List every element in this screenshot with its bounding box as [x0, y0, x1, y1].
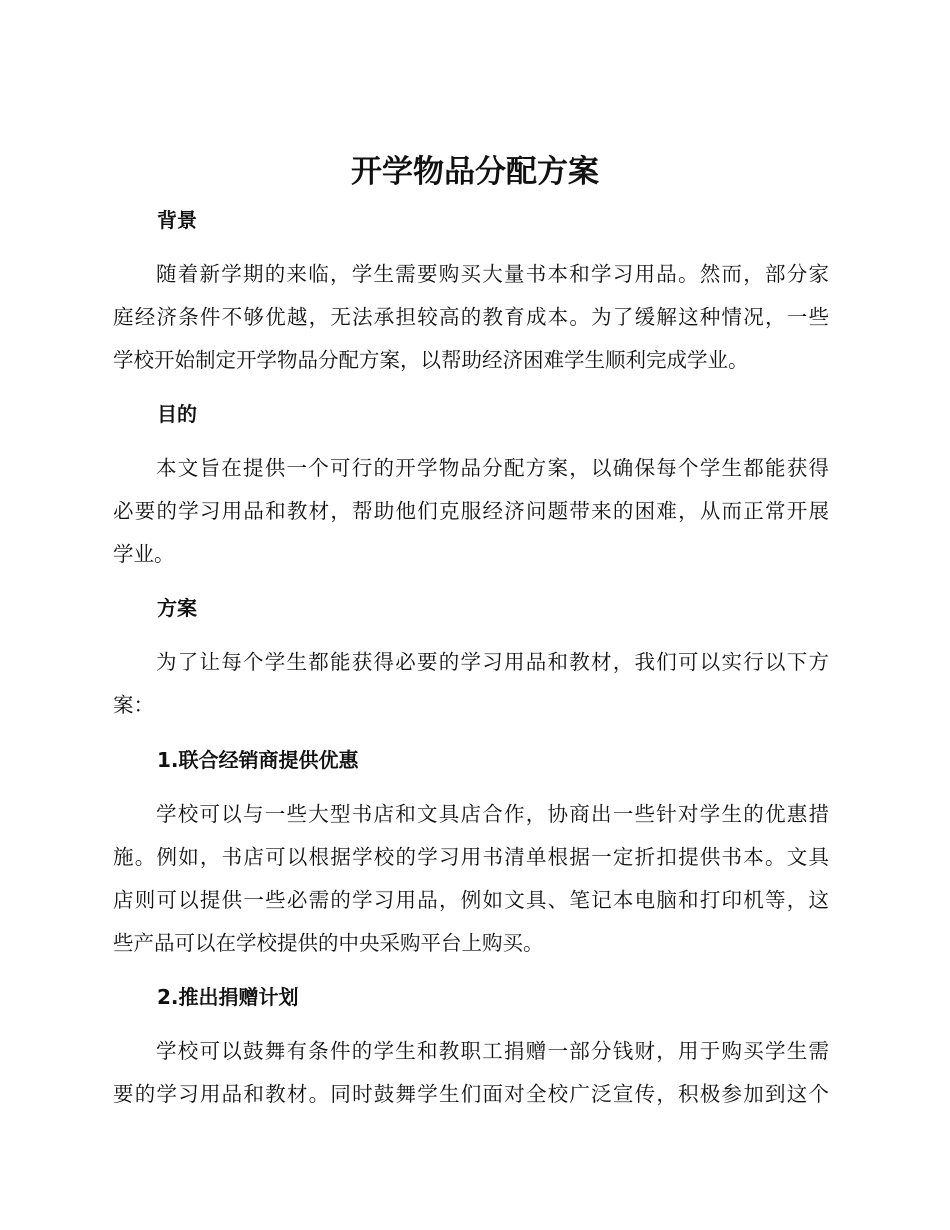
paragraph-line: 庭经济条件不够优越，无法承担较高的教育成本。为了缓解这种情况，一些 — [113, 305, 829, 329]
paragraph-background — [113, 253, 829, 382]
paragraph-line: 施。例如，书店可以根据学校的学习用书清单根据一定折扣提供书本。文具 — [113, 845, 829, 869]
paragraph-line: 案： — [113, 693, 154, 717]
paragraph-line: 学校可以鼓舞有条件的学生和教职工捐赠一部分钱财，用于购买学生需 — [156, 1039, 829, 1063]
paragraph-line: 为了让每个学生都能获得必要的学习用品和教材，我们可以实行以下方 — [156, 650, 829, 674]
paragraph-line: 店则可以提供一些必需的学习用品，例如文具、笔记本电脑和打印机等，这 — [113, 888, 829, 912]
section-heading-background: 背景 — [157, 208, 197, 232]
paragraph-line: 学校开始制定开学物品分配方案，以帮助经济困难学生顺利完成学业。 — [113, 348, 749, 372]
paragraph-dealer-discount — [113, 793, 829, 965]
paragraph-line: 学校可以与一些大型书店和文具店合作，协商出一些针对学生的优惠措 — [156, 802, 829, 826]
subsection-heading-dealer-discount: 1.联合经销商提供优惠 — [157, 748, 359, 772]
paragraph-line: 要的学习用品和教材。同时鼓舞学生们面对全校广泛宣传，积极参加到这个 — [113, 1082, 829, 1106]
paragraph-purpose — [113, 447, 829, 576]
section-heading-purpose: 目的 — [157, 402, 197, 426]
paragraph-line: 随着新学期的来临，学生需要购买大量书本和学习用品。然而，部分家 — [156, 262, 829, 286]
paragraph-donation-plan — [113, 1030, 829, 1116]
section-heading-plan: 方案 — [157, 596, 197, 620]
paragraph-plan — [113, 641, 829, 727]
paragraph-line: 必要的学习用品和教材，帮助他们克服经济问题带来的困难，从而正常开展 — [113, 499, 829, 523]
subsection-heading-donation-plan: 2.推出捐赠计划 — [157, 985, 299, 1009]
paragraph-line: 些产品可以在学校提供的中央采购平台上购买。 — [113, 931, 544, 955]
paragraph-line: 本文旨在提供一个可行的开学物品分配方案，以确保每个学生都能获得 — [156, 456, 829, 480]
document-title: 开学物品分配方案 — [351, 154, 599, 190]
paragraph-line: 学业。 — [113, 542, 175, 566]
